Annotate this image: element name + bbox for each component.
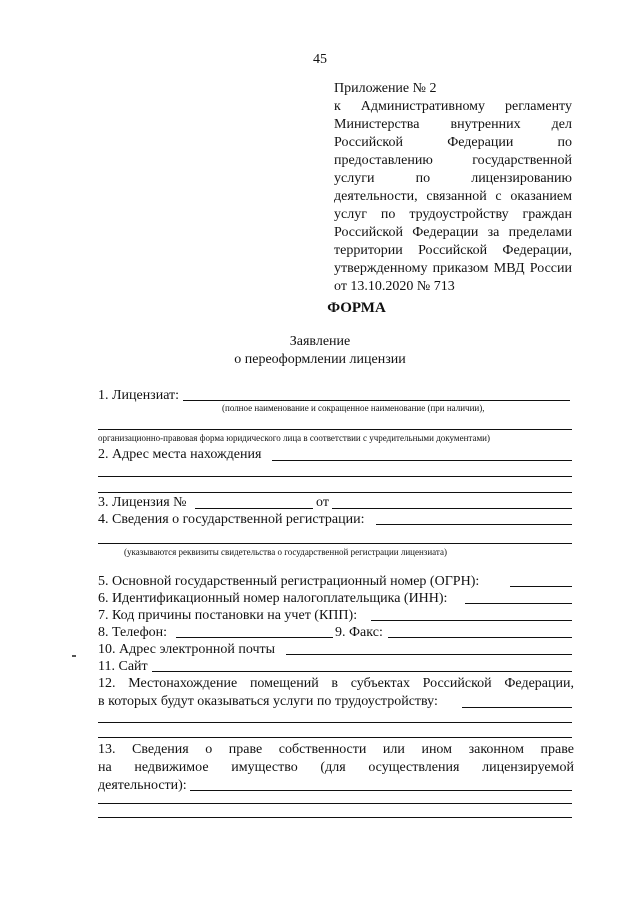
field-premises-line-3[interactable] xyxy=(98,737,572,738)
field-license-number-line[interactable] xyxy=(195,508,313,509)
field-site-line[interactable] xyxy=(152,671,572,672)
field-premises-label-2: в которых будут оказываться услуги по трудоустройству: xyxy=(98,694,438,709)
field-fax-label: 9. Факс: xyxy=(335,625,383,640)
field-premises-line-2[interactable] xyxy=(98,722,572,723)
appendix-line: от 13.10.2020 № 713 xyxy=(334,279,455,294)
field-licensee-line-2[interactable] xyxy=(98,429,572,430)
appendix-line: утвержденному приказом МВД России xyxy=(334,261,572,276)
appendix-line: Российской Федерации за пределами xyxy=(334,225,572,240)
field-address-line-2[interactable] xyxy=(98,476,572,477)
field-address-line-3[interactable] xyxy=(98,492,572,493)
field-licensee-note-2: организационно-правовая форма юридического лица в соответствии с учредительными документами) xyxy=(98,433,490,443)
field-inn-label: 6. Идентификационный номер налогоплательщика (ИНН): xyxy=(98,591,448,606)
field-email-line[interactable] xyxy=(286,654,572,655)
field-property-line-2[interactable] xyxy=(98,803,572,804)
field-property-line[interactable] xyxy=(190,790,572,791)
field-registration-line-2[interactable] xyxy=(98,543,572,544)
appendix-line: услуги по лицензированию xyxy=(334,171,572,186)
statement-subtitle: о переоформлении лицензии xyxy=(234,352,406,367)
field-kpp-label: 7. Код причины постановки на учет (КПП): xyxy=(98,608,358,623)
field-phone-label: 8. Телефон: xyxy=(98,625,168,640)
field-license-label: 3. Лицензия № xyxy=(98,495,187,510)
field-registration-note: (указываются реквизиты свидетельства о государственной регистрации лицензиата) xyxy=(124,547,447,557)
appendix-line: Министерства внутренних дел xyxy=(334,117,572,132)
appendix-line: к Административному регламенту xyxy=(334,99,572,114)
field-premises-line[interactable] xyxy=(462,707,572,708)
field-property-label-2: на недвижимое имущество (для осуществления лицензируемой xyxy=(98,760,574,775)
field-premises-label-1: 12. Местонахождение помещений в субъектах Российской Федерации, xyxy=(98,676,574,691)
field-property-label-3: деятельности): xyxy=(98,778,187,793)
form-label: ФОРМА xyxy=(327,300,386,316)
field-kpp-line[interactable] xyxy=(371,620,572,621)
field-inn-line[interactable] xyxy=(465,603,572,604)
field-registration-line[interactable] xyxy=(376,524,572,525)
appendix-line: территории Российской Федерации, xyxy=(334,243,572,258)
field-licensee-note: (полное наименование и сокращенное наименование (при наличии), xyxy=(222,403,485,413)
appendix-line: предоставлению государственной xyxy=(334,153,572,168)
field-fax-line[interactable] xyxy=(388,637,572,638)
field-property-line-3[interactable] xyxy=(98,817,572,818)
appendix-text xyxy=(334,98,572,296)
appendix-line: услуг по трудоустройству граждан xyxy=(334,207,572,222)
field-license-from-label: от xyxy=(316,495,329,510)
field-phone-line[interactable] xyxy=(176,637,333,638)
field-site-label: 11. Сайт xyxy=(98,659,148,674)
appendix-title: Приложение № 2 xyxy=(334,81,437,96)
statement-title: Заявление xyxy=(289,334,351,349)
field-property-label-1: 13. Сведения о праве собственности или ином законном праве xyxy=(98,742,574,757)
field-email-label: 10. Адрес электронной почты xyxy=(98,642,276,657)
field-license-date-line[interactable] xyxy=(332,508,572,509)
appendix-line: Российской Федерации по xyxy=(334,135,572,150)
page-number: 45 xyxy=(313,52,327,67)
field-ogrn-line[interactable] xyxy=(510,586,572,587)
field-address-line[interactable] xyxy=(272,460,572,461)
field-licensee-label: 1. Лицензиат: xyxy=(98,388,180,403)
field-registration-label: 4. Сведения о государственной регистрации: xyxy=(98,512,365,527)
field-ogrn-label: 5. Основной государственный регистрационный номер (ОГРН): xyxy=(98,574,480,589)
scan-mark xyxy=(72,655,76,657)
appendix-line: деятельности, связанной с оказанием xyxy=(334,189,572,204)
field-licensee-line[interactable] xyxy=(183,400,570,401)
field-address-label: 2. Адрес места нахождения xyxy=(98,447,262,462)
